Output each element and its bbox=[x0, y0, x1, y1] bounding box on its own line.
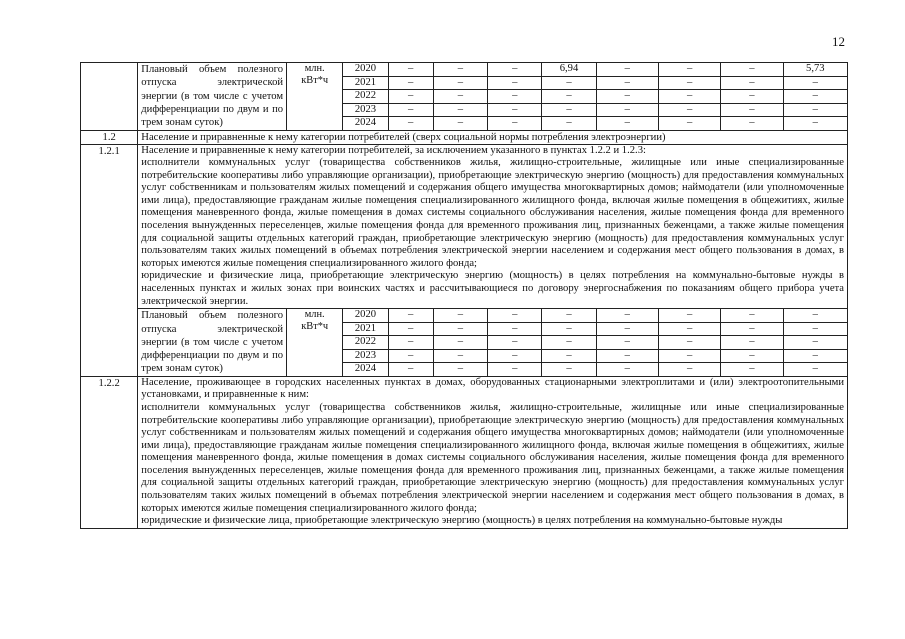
value-cell: – bbox=[542, 117, 596, 131]
value-cell: – bbox=[658, 103, 720, 117]
year-cell: 2023 bbox=[343, 103, 388, 117]
value-cell: – bbox=[596, 349, 658, 363]
value-cell: – bbox=[783, 103, 847, 117]
year-cell: 2023 bbox=[343, 349, 388, 363]
value-cell: – bbox=[783, 309, 847, 323]
section-heading: Население и приравненные к нему категории потребителей, за исключением указанного в пунктах 1.2.2 и 1.2.3: bbox=[141, 144, 646, 156]
value-cell: – bbox=[488, 63, 542, 77]
page-number: 12 bbox=[832, 34, 845, 49]
value-cell: – bbox=[596, 76, 658, 90]
tariff-table bbox=[80, 62, 848, 529]
value-cell: – bbox=[433, 336, 487, 350]
value-cell: – bbox=[388, 322, 433, 336]
year-cell: 2024 bbox=[343, 117, 388, 131]
value-cell: – bbox=[433, 90, 487, 104]
value-cell: – bbox=[658, 76, 720, 90]
value-cell: – bbox=[596, 336, 658, 350]
value-cell: – bbox=[388, 363, 433, 377]
year-cell: 2020 bbox=[343, 309, 388, 323]
value-cell: – bbox=[433, 63, 487, 77]
value-cell: – bbox=[596, 117, 658, 131]
volume-label: Плановый объем полезного отпуска электрической энергии (в том числе с учетом дифференциации по двум и по трем зонам суток) bbox=[138, 63, 287, 131]
value-cell: – bbox=[658, 309, 720, 323]
value-cell: – bbox=[783, 90, 847, 104]
value-cell: – bbox=[433, 76, 487, 90]
value-cell: 6,94 bbox=[542, 63, 596, 77]
year-cell: 2021 bbox=[343, 322, 388, 336]
value-cell: – bbox=[658, 63, 720, 77]
section-description bbox=[138, 376, 848, 528]
table-row bbox=[81, 309, 848, 323]
section-heading: Население, проживающее в городских населенных пунктах в домах, оборудованных стационарными электроплитами и (или) электроотопительными установками, и приравненные к ним: bbox=[141, 376, 844, 401]
value-cell: – bbox=[721, 363, 783, 377]
value-cell: – bbox=[542, 363, 596, 377]
section-paragraph: исполнители коммунальных услуг (товарищества собственников жилья, жилищно-строительные, жилищные или иные специализированные потребительские кооперативы либо управляющие организации), приобретающие электрическую энергию (мощность) для предоставления коммунальных услуг собственникам и пользователям жилых помещений и содержания общего имущества многоквартирных домов; наймодатели (или уполномоченные ими лица), предоставляющие гражданам жилые помещения специализированного жилищного фонда, включая жилые помещения в общежитиях, жилые помещения маневренного фонда, жилые помещения в домах системы социального обслуживания населения, жилые помещения фонда для временного поселения вынужденных переселенцев, жилые помещения фонда для временного проживания лиц, признанных беженцами, а также жилые помещения для социальной защиты отдельных категорий граждан, приобретающие электрическую энергию (мощность) для предоставления коммунальных услуг пользователям таких жилых помещений в объемах потребления электрической энергии населением и содержания мест общего пользования в домах, в которых имеются жилые помещения специализированного жилого фонда; bbox=[141, 157, 844, 269]
value-cell: – bbox=[721, 76, 783, 90]
section-row-1-2 bbox=[81, 130, 848, 144]
section-title: Население и приравненные к нему категории потребителей (сверх социальной нормы потребления электроэнергии) bbox=[138, 130, 848, 144]
value-cell: – bbox=[488, 103, 542, 117]
value-cell: – bbox=[488, 90, 542, 104]
value-cell: – bbox=[658, 90, 720, 104]
value-cell: – bbox=[596, 363, 658, 377]
value-cell: – bbox=[721, 336, 783, 350]
section-description bbox=[138, 144, 848, 309]
year-cell: 2020 bbox=[343, 63, 388, 77]
value-cell: – bbox=[542, 90, 596, 104]
value-cell: – bbox=[721, 117, 783, 131]
unit-label: млн. кВт*ч bbox=[287, 309, 343, 377]
value-cell: – bbox=[596, 63, 658, 77]
value-cell: – bbox=[542, 336, 596, 350]
value-cell: – bbox=[783, 349, 847, 363]
value-cell: – bbox=[488, 363, 542, 377]
section-paragraph: исполнители коммунальных услуг (товарищества собственников жилья, жилищно-строительные, жилищные или иные специализированные потребительские кооперативы либо управляющие организации), приобретающие электрическую энергию (мощность) для предоставления коммунальных услуг собственникам и пользователям жилых помещений и содержания общего имущества многоквартирных домов; наймодатели (или уполномоченные ими лица), предоставляющие гражданам жилые помещения специализированного жилищного фонда, включая жилые помещения в общежитиях, жилые помещения маневренного фонда, жилые помещения в домах системы социального обслуживания населения, жилые помещения фонда для временного поселения вынужденных переселенцев, жилые помещения фонда для временного проживания лиц, признанных беженцами, а также жилые помещения для социальной защиты отдельных категорий граждан, приобретающие электрическую энергию (мощность) для предоставления коммунальных услуг пользователям таких жилых помещений в объемах потребления электрической энергии населением и содержания мест общего пользования в домах, в которых имеются жилые помещения специализированного жилого фонда; bbox=[141, 401, 844, 514]
section-number: 1.2 bbox=[81, 130, 138, 144]
value-cell: – bbox=[488, 322, 542, 336]
value-cell: – bbox=[388, 336, 433, 350]
value-cell: – bbox=[388, 76, 433, 90]
table-row bbox=[81, 63, 848, 77]
value-cell: – bbox=[433, 322, 487, 336]
value-cell: 5,73 bbox=[783, 63, 847, 77]
volume-label: Плановый объем полезного отпуска электрической энергии (в том числе с учетом дифференциации по двум и по трем зонам суток) bbox=[138, 309, 287, 377]
value-cell: – bbox=[721, 103, 783, 117]
year-cell: 2021 bbox=[343, 76, 388, 90]
value-cell: – bbox=[388, 63, 433, 77]
value-cell: – bbox=[596, 90, 658, 104]
unit-label: млн. кВт*ч bbox=[287, 63, 343, 131]
section-row-1-2-2 bbox=[81, 376, 848, 528]
value-cell: – bbox=[388, 309, 433, 323]
value-cell: – bbox=[388, 90, 433, 104]
value-cell: – bbox=[783, 336, 847, 350]
value-cell: – bbox=[433, 117, 487, 131]
value-cell: – bbox=[433, 103, 487, 117]
year-cell: 2024 bbox=[343, 363, 388, 377]
value-cell: – bbox=[783, 363, 847, 377]
value-cell: – bbox=[542, 349, 596, 363]
value-cell: – bbox=[542, 322, 596, 336]
value-cell: – bbox=[721, 90, 783, 104]
value-cell: – bbox=[721, 322, 783, 336]
row-number-empty bbox=[81, 63, 138, 131]
section-paragraph: юридические и физические лица, приобретающие электрическую энергию (мощность) в целях потребления на коммунально-бытовые нужды в населенных пунктах и жилых зонах при воинских частях и рассчитывающиеся по договору энергоснабжения по показаниям общего прибора учета электрической энергии. bbox=[141, 270, 844, 307]
value-cell: – bbox=[721, 309, 783, 323]
value-cell: – bbox=[433, 349, 487, 363]
value-cell: – bbox=[596, 309, 658, 323]
value-cell: – bbox=[658, 363, 720, 377]
value-cell: – bbox=[783, 76, 847, 90]
value-cell: – bbox=[433, 309, 487, 323]
value-cell: – bbox=[721, 349, 783, 363]
value-cell: – bbox=[783, 117, 847, 131]
value-cell: – bbox=[721, 63, 783, 77]
table-body bbox=[81, 63, 848, 529]
year-cell: 2022 bbox=[343, 336, 388, 350]
value-cell: – bbox=[388, 117, 433, 131]
section-paragraph: юридические и физические лица, приобретающие электрическую энергию (мощность) в целях потребления на коммунально-бытовые нужды bbox=[141, 515, 783, 527]
section-number: 1.2.1 bbox=[81, 144, 138, 376]
section-number: 1.2.2 bbox=[81, 376, 138, 528]
value-cell: – bbox=[388, 349, 433, 363]
value-cell: – bbox=[783, 322, 847, 336]
value-cell: – bbox=[658, 336, 720, 350]
value-cell: – bbox=[658, 117, 720, 131]
value-cell: – bbox=[658, 322, 720, 336]
value-cell: – bbox=[542, 309, 596, 323]
value-cell: – bbox=[488, 76, 542, 90]
value-cell: – bbox=[488, 336, 542, 350]
value-cell: – bbox=[596, 322, 658, 336]
value-cell: – bbox=[488, 349, 542, 363]
value-cell: – bbox=[488, 309, 542, 323]
year-cell: 2022 bbox=[343, 90, 388, 104]
value-cell: – bbox=[388, 103, 433, 117]
value-cell: – bbox=[658, 349, 720, 363]
value-cell: – bbox=[488, 117, 542, 131]
value-cell: – bbox=[596, 103, 658, 117]
section-row-1-2-1 bbox=[81, 144, 848, 309]
value-cell: – bbox=[542, 103, 596, 117]
value-cell: – bbox=[542, 76, 596, 90]
value-cell: – bbox=[433, 363, 487, 377]
